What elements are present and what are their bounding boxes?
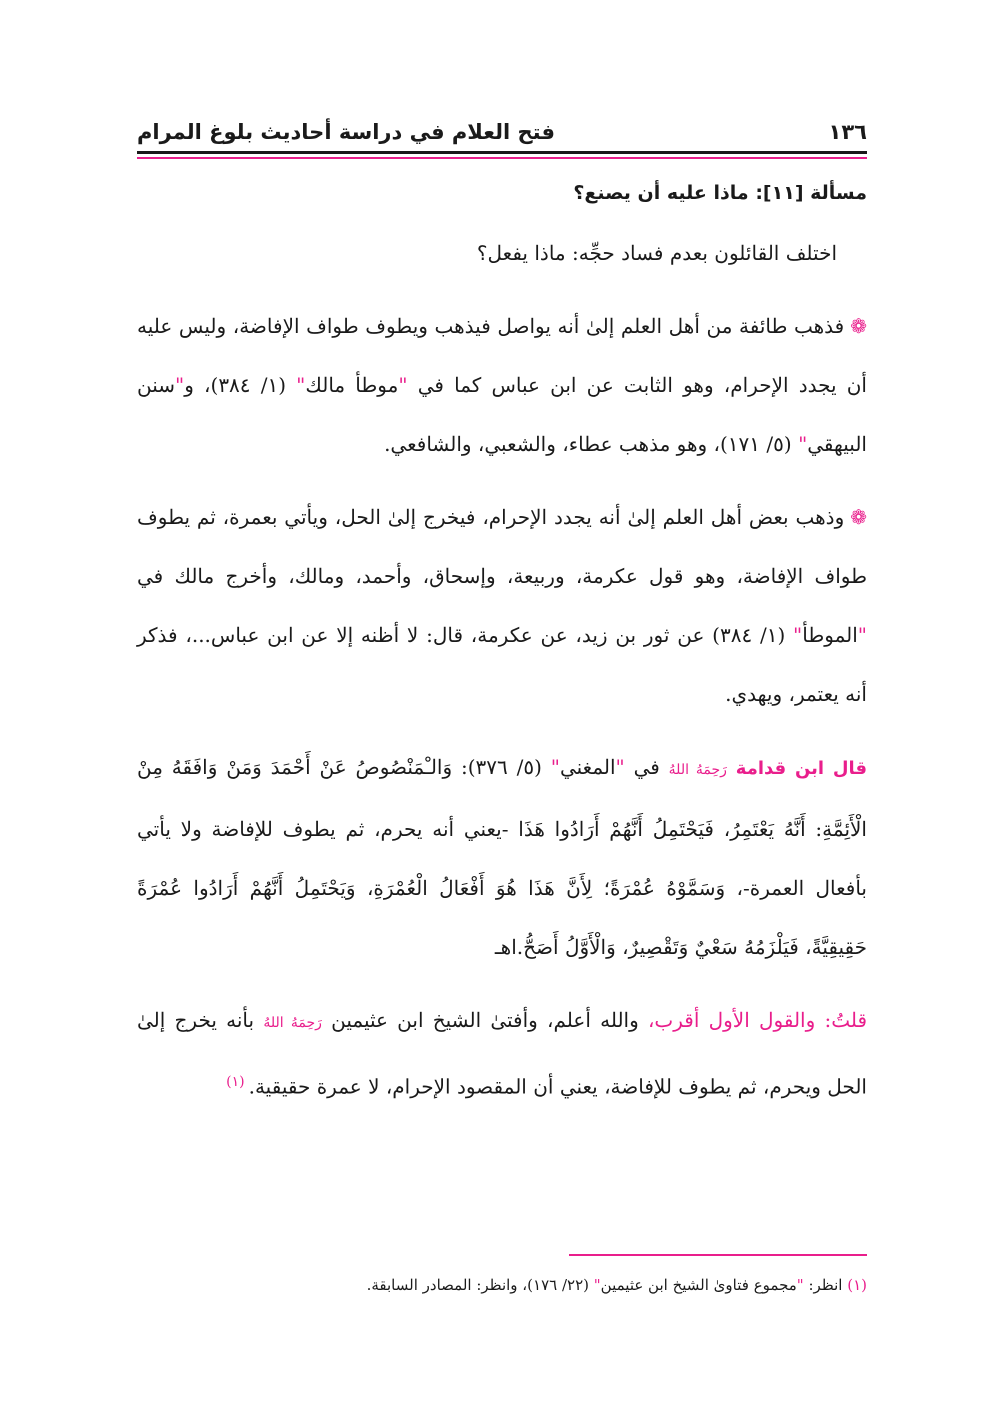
source-mughni: المغني bbox=[559, 755, 616, 779]
opinion-two-paragraph: ❁وذهب بعض أهل العلم إلىٰ أنه يجدد الإحرام، فيخرج إلىٰ الحل، ويأتي بعمرة، ثم يطوف طواف الإفاضة، وهو قول عكرمة، وربيعة، وإسحاق، وأحمد، ومالك، وأخرج مالك في "الموطأ" (١/ ٣٨٤) عن ثور بن زيد، عن عكرمة، قال: لا أظنه إلا عن ابن عباس...، فذكر أنه يعتمر، ويهدي. bbox=[137, 505, 867, 706]
running-head bbox=[137, 112, 867, 152]
book-title: فتح العلام في دراسة أحاديث بلوغ المرام bbox=[137, 120, 555, 144]
header-rule-accent bbox=[137, 157, 867, 159]
footnote-text-pre: انظر: bbox=[803, 1276, 848, 1294]
footnote-number: (١) bbox=[847, 1276, 867, 1294]
opinion-one-paragraph: ❁فذهب طائفة من أهل العلم إلىٰ أنه يواصل فيذهب ويطوف طواف الإفاضة، وليس عليه أن يجدد الإحرام، وهو الثابت عن ابن عباس كما في "موطأ مالك" (١/ ٣٨٤)، و"سنن البيهقي" (٥/ ١٧١)، وهو مذهب عطاء، والشعبي، والشافعي. bbox=[137, 314, 867, 456]
issue-question: ماذا عليه أن يصنع؟ bbox=[573, 182, 749, 204]
source-muwatta-short: الموطأ bbox=[802, 623, 858, 647]
author-conclusion-paragraph bbox=[137, 991, 867, 1117]
issue-label: مسألة [١١]: bbox=[755, 182, 867, 204]
book-page bbox=[137, 0, 867, 1418]
issue-heading bbox=[137, 172, 867, 214]
speaker-ibn-qudama: قال ابن قدامة bbox=[735, 758, 867, 779]
opinion-one-mid: (١/ ٣٨٤)، و bbox=[184, 373, 297, 397]
honorific-glyph: رَحِمَهُ اللهُ bbox=[668, 762, 727, 778]
source-muwatta: موطأ مالك bbox=[305, 373, 399, 397]
source-sunan-bayhaqi: سنن البيهقي bbox=[137, 373, 867, 456]
conclusion-text-2: بأنه يخرج إلىٰ الحل ويحرم، ثم يطوف للإفاضة، يعني أن المقصود الإحرام، لا عمرة حقيقية. bbox=[137, 1008, 867, 1099]
footnote-source: مجموع فتاوىٰ الشيخ ابن عثيمين bbox=[600, 1276, 797, 1294]
flower-ornament-icon: ❁ bbox=[850, 314, 867, 338]
flower-ornament-icon: ❁ bbox=[850, 505, 867, 529]
page-number: ١٣٦ bbox=[828, 120, 867, 144]
opinion-one-end: (٥/ ١٧١)، وهو مذهب عطاء، والشعبي، والشافعي. bbox=[384, 432, 799, 456]
opinion-two-text: وذهب بعض أهل العلم إلىٰ أنه يجدد الإحرام، فيخرج إلىٰ الحل، ويأتي بعمرة، ثم يطوف طواف الإفاضة، وهو قول عكرمة، وربيعة، وإسحاق، وأحمد، ومالك، وأخرج مالك في bbox=[137, 505, 867, 588]
footnote: (١) انظر: "مجموع فتاوىٰ الشيخ ابن عثيمين" (٢٢/ ١٧٦)، وانظر: المصادر السابقة. bbox=[366, 1276, 867, 1294]
intro-paragraph: اختلف القائلون بعدم فساد حجِّه: ماذا يفعل؟ bbox=[476, 241, 837, 265]
body-text bbox=[137, 172, 867, 1117]
honorific-glyph-2: رَحِمَهُ اللهُ bbox=[263, 1015, 322, 1031]
ibn-qudama-quote: (٥/ ٣٧٦): وَالـْمَنْصُوصُ عَنْ أَحْمَدَ وَمَنْ وَافَقَهُ مِنْ الْأَئِمَّةِ: أَنَّهُ يَعْتَمِرُ، فَيَحْتَمِلُ أَنَّهُمْ أَرَادُوا هَذَا -يعني أنه يحرم، ثم يطوف للإفاضة ولا يأتي بأفعال العمرة-، وَسَمَّوْهُ عُمْرَةً؛ لِأَنَّ هَذَا هُوَ أَفْعَالُ الْعُمْرَةِ، وَيَحْتَمِلُ أَنَّهُمْ أَرَادُوا عُمْرَةً حَقِيقِيَّةً، فَيَلْزَمُهُ سَعْيٌ وَتَقْصِيرٌ، وَالْأَوَّلُ أَصَحُّ.اهـ bbox=[137, 755, 867, 959]
opinion-one-text: فذهب طائفة من أهل العلم إلىٰ أنه يواصل فيذهب ويطوف طواف الإفاضة، وليس عليه أن يجدد الإحرام، وهو الثابت عن ابن عباس كما في bbox=[137, 314, 867, 397]
footnote-text-post: (٢٢/ ١٧٦)، وانظر: المصادر السابقة. bbox=[366, 1276, 594, 1294]
footnote-separator bbox=[569, 1254, 867, 1256]
ibn-qudama-in: في bbox=[624, 755, 669, 779]
conclusion-text-1: والله أعلم، وأفتىٰ الشيخ ابن عثيمين bbox=[321, 1008, 648, 1032]
footnote-reference[interactable]: (١) bbox=[226, 1074, 245, 1090]
ibn-qudama-paragraph: قال ابن قدامة رَحِمَهُ اللهُ في "المغني" (٥/ ٣٧٦): وَالـْمَنْصُوصُ عَنْ أَحْمَدَ وَمَنْ وَافَقَهُ مِنْ الْأَئِمَّةِ: أَنَّهُ يَعْتَمِرُ، فَيَحْتَمِلُ أَنَّهُمْ أَرَادُوا هَذَا -يعني أنه يحرم، ثم يطوف للإفاضة ولا يأتي بأفعال العمرة-، وَسَمَّوْهُ عُمْرَةً؛ لِأَنَّ هَذَا هُوَ أَفْعَالُ الْعُمْرَةِ، وَيَحْتَمِلُ أَنَّهُمْ أَرَادُوا عُمْرَةً حَقِيقِيَّةً، فَيَلْزَمُهُ سَعْيٌ وَتَقْصِيرٌ، وَالْأَوَّلُ أَصَحُّ.اهـ bbox=[137, 755, 867, 959]
header-rule-dark bbox=[137, 151, 867, 154]
opinion-two-end: (١/ ٣٨٤) عن ثور بن زيد، عن عكرمة، قال: لا أظنه إلا عن ابن عباس...، فذكر أنه يعتمر، ويهدي. bbox=[137, 623, 867, 706]
author-opinion-lead: قلتُ: والقول الأول أقرب، bbox=[647, 1008, 868, 1032]
